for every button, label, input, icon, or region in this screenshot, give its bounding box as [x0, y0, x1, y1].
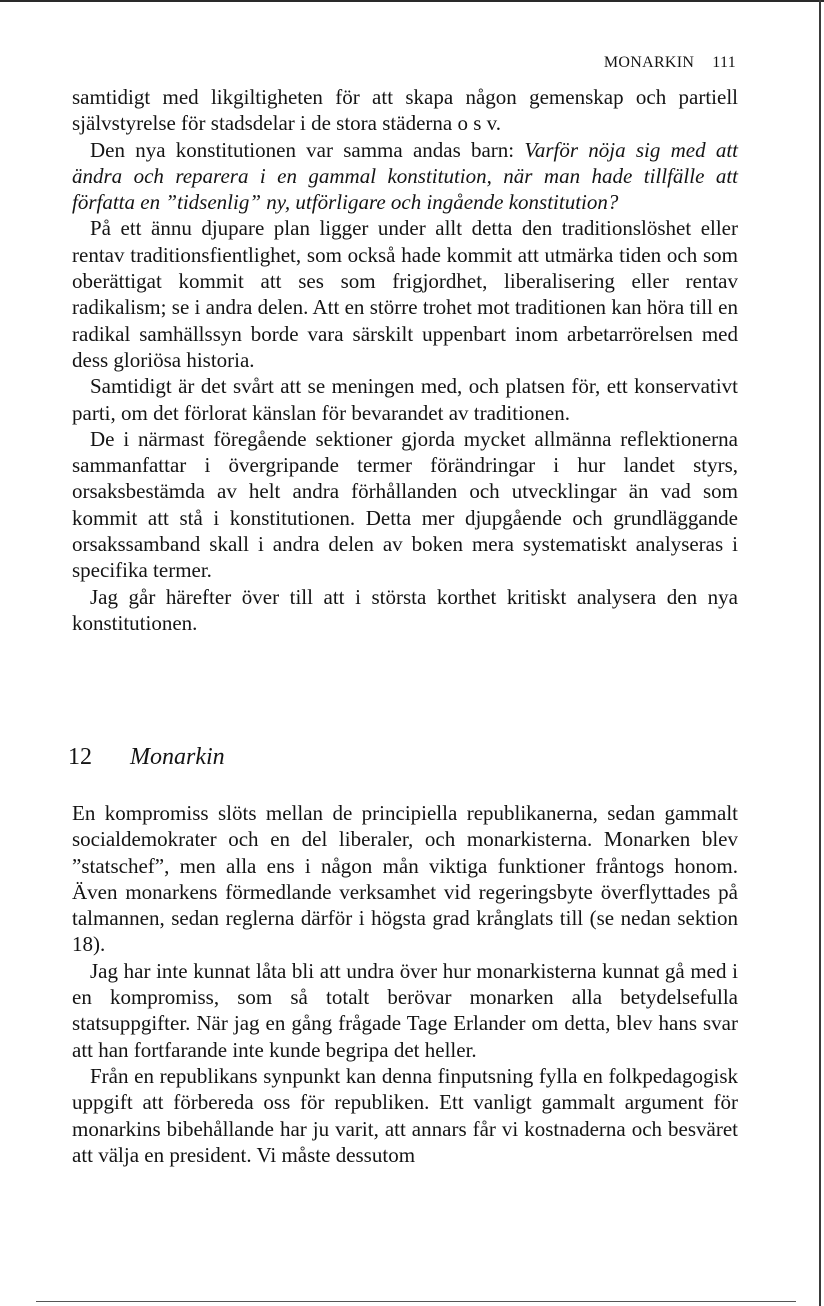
- section-title: Monarkin: [130, 744, 225, 770]
- paragraph-compromise: En kompromiss slöts mellan de principiella republikanerna, sedan gammalt socialdemokrater och en del liberaler, och monarkisterna. Monarken blev ”statschef”, men alla ens i någon mån viktiga funktioner fråntogs honom. Även monarkens förmedlande verksamhet vid regeringsbyte överflyttades på talmannen, sedan reglerna därför i högsta grad krånglats till (se nedan sektion 18).: [72, 801, 738, 957]
- top-scan-edge: [0, 0, 824, 2]
- running-head: [604, 54, 736, 72]
- paragraph-new-constitution: [72, 137, 738, 216]
- paragraph-plain-part: Den nya konstitutionen var samma andas barn:: [90, 137, 525, 162]
- bottom-scan-edge: [36, 1301, 796, 1302]
- paragraph-reflections: De i närmast föregående sektioner gjorda mycket allmänna reflektionerna sammanfattar i övergripande termer förändringar i hur landet styrs, orsaksbestämda av helt andra förhållanden och utvecklingar än vad som kommit att stå i konstitutionen. Detta mer djupgående och grundläggande orsakssamband skall i andra delen av boken mera systematiskt analyseras i specifika termer.: [72, 426, 738, 583]
- section-number: 12: [68, 744, 92, 770]
- paragraph-erlander: Jag har inte kunnat låta bli att undra över hur monarkisterna kunnat gå med i en kompromiss, som så totalt berövar monarken alla betydelsefulla statsuppgifter. När jag en gång frågade Tage Erlander om detta, blev hans svar att han fortfarande inte kunde begripa det heller.: [72, 958, 738, 1062]
- paragraph-italic-quote: Varför nöja sig med att ändra och reparera i en gammal konstitution, när man hade tillfälle att författa en ”tidsenlig” ny, utförligare och ingående konstitution?: [72, 137, 738, 215]
- page-number: 111: [712, 54, 736, 71]
- section-heading: [68, 744, 225, 771]
- paragraph-continuation: samtidigt med likgiltigheten för att skapa någon gemenskap och partiell självstyrelse för stadsdelar i de stora städerna o s v.: [72, 85, 738, 136]
- paragraph-traditionlessness: På ett ännu djupare plan ligger under allt detta den traditionslöshet eller rentav traditionsfientlighet, som också hade kommit att utmärka tiden och som oberättigat kommit att ses som frigjordhet, liberalisering eller rentav radikalism; se i andra delen. Att en större trohet mot traditionen kan höra till en radikal samhällssyn borde vara särskilt uppenbart inom arbetarrörelsen med dess gloriösa historia.: [72, 216, 738, 372]
- paragraph-transition: Jag går härefter över till att i största korthet kritiskt analysera den nya konstitutionen.: [72, 584, 738, 635]
- right-scan-edge: [819, 0, 821, 1306]
- running-head-title: MONARKIN: [603, 54, 695, 71]
- paragraph-conservative-party: Samtidigt är det svårt att se meningen med, och platsen för, ett konservativt parti, om det förlorat känslan för bevarandet av traditionen.: [72, 374, 738, 425]
- paragraph-republican-view: Från en republikans synpunkt kan denna finputsning fylla en folkpedagogisk uppgift att förbereda oss för republiken. Ett vanligt gammalt argument för monarkins bibehållande har ju varit, att annars får vi kostnaderna och besväret att välja en president. Vi måste dessutom: [72, 1063, 738, 1167]
- bottom-text-block: [72, 800, 738, 1168]
- top-text-block: [72, 84, 738, 636]
